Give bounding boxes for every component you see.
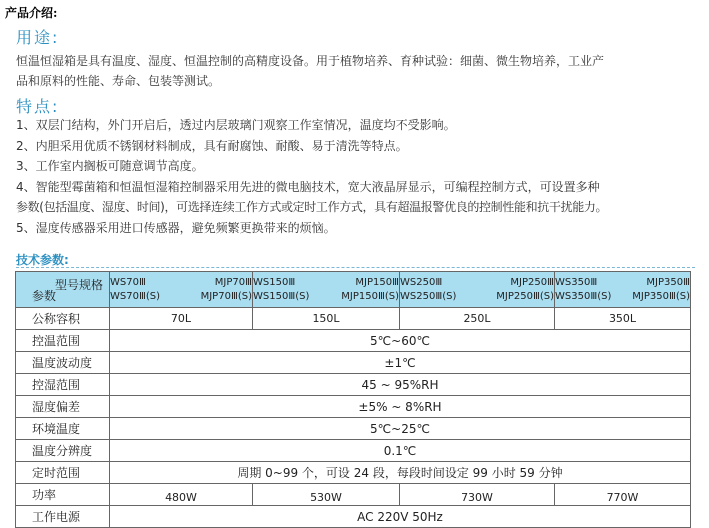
model-name: MJP150Ⅲ(S): [341, 290, 399, 302]
row-value: 70L: [110, 308, 253, 330]
row-value: 250L: [400, 308, 555, 330]
features-title: 特点:: [16, 97, 60, 116]
row-label: 控温范围: [16, 330, 110, 352]
model-name: WS150Ⅲ: [253, 276, 296, 288]
row-value: 350L: [555, 308, 691, 330]
model-cell: [400, 272, 555, 308]
row-label: 温度分辨度: [16, 440, 110, 462]
table-row: [16, 396, 691, 418]
table-row: [16, 418, 691, 440]
row-label: 湿度偏差: [16, 396, 110, 418]
feature-item: 4、智能型霉菌箱和恒温恒湿箱控制器采用先进的微电脑技术，宽大液晶屏显示，可编程控制方式，可设置多种: [16, 179, 600, 194]
model-name: WS150Ⅲ(S): [253, 290, 310, 302]
row-value: 150L: [253, 308, 400, 330]
model-name: MJP250Ⅲ(S): [496, 290, 554, 302]
table-row: [16, 374, 691, 396]
row-value: ±5% ~ 8%RH: [110, 396, 691, 418]
feature-item: 参数(包括温度、湿度、时间)，可选择连续工作方式或定时工作方式，具有超温报警优良的控制性能和抗干扰能力。: [16, 200, 608, 215]
tech-params-title: 技术参数:: [16, 253, 69, 267]
diagonal-header-cell: [16, 272, 110, 308]
model-name: WS250Ⅲ(S): [400, 290, 457, 302]
row-value: 45 ~ 95%RH: [110, 374, 691, 396]
model-name: MJP250Ⅲ: [510, 276, 554, 288]
table-row: [16, 352, 691, 374]
model-name: MJP150Ⅲ: [355, 276, 399, 288]
model-name: WS250Ⅲ: [400, 276, 443, 288]
table-row: [16, 462, 691, 484]
row-label: 温度波动度: [16, 352, 110, 374]
feature-item: 1、双层门结构，外门开启后，透过内层玻璃门观察工作室情况，温度均不受影响。: [16, 118, 456, 132]
row-label: 功率: [16, 484, 110, 506]
row-value: ±1℃: [110, 352, 691, 374]
row-label: 公称容积: [16, 308, 110, 330]
purpose-title: 用途:: [16, 28, 60, 47]
row-value: 0.1℃: [110, 440, 691, 462]
row-value: AC 220V 50Hz: [110, 506, 691, 528]
row-label: 控湿范围: [16, 374, 110, 396]
feature-item: 5、湿度传感器采用进口传感器，避免频繁更换带来的烦恼。: [16, 220, 336, 235]
feature-item: 2、内胆采用优质不锈钢材料制成，具有耐腐蚀、耐酸、易于清洗等特点。: [16, 138, 408, 153]
model-name: WS70Ⅲ(S): [110, 290, 161, 302]
model-cell: [110, 272, 253, 308]
row-value: 480W: [110, 484, 253, 506]
row-value: 周期 0~99 个，可设 24 段，每段时间设定 99 小时 59 分钟: [110, 462, 691, 484]
model-name: MJP70Ⅲ: [214, 276, 252, 288]
row-label: 定时范围: [16, 462, 110, 484]
model-cell: [555, 272, 691, 308]
model-name: WS350Ⅲ: [555, 276, 598, 288]
table-row: [16, 308, 691, 330]
purpose-line: 恒温恒湿箱是具有温度、湿度、恒温控制的高精度设备。用于植物培养、育种试验：细菌、微生物培养，工业产: [16, 54, 605, 68]
row-label: 工作电源: [16, 506, 110, 528]
model-name: WS70Ⅲ: [110, 276, 146, 288]
row-value: 770W: [555, 484, 691, 506]
table-row: [16, 440, 691, 462]
model-name: MJP350Ⅲ(S): [632, 290, 690, 302]
intro-heading: 产品介绍:: [5, 6, 58, 20]
spec-table: [15, 271, 691, 528]
row-label: 环境温度: [16, 418, 110, 440]
model-name: WS350Ⅲ(S): [555, 290, 612, 302]
title-divider: [16, 267, 695, 268]
table-row: [16, 506, 691, 528]
row-value: 530W: [253, 484, 400, 506]
model-name: MJP350Ⅲ: [646, 276, 690, 288]
table-header-row: [16, 272, 691, 308]
purpose-line: 品和原料的性能、寿命、包装等测试。: [16, 74, 221, 88]
row-value: 5℃~60℃: [110, 330, 691, 352]
table-row: [16, 484, 691, 506]
model-cell: [253, 272, 400, 308]
parameter-label: 参数: [32, 289, 57, 303]
features-list: [16, 115, 607, 239]
table-row: [16, 330, 691, 352]
row-value: 730W: [400, 484, 555, 506]
row-value: 5℃~25℃: [110, 418, 691, 440]
model-name: MJP70Ⅲ(S): [200, 290, 252, 302]
feature-item: 3、工作室内搁板可随意调节高度。: [16, 159, 204, 174]
purpose-text: [16, 51, 604, 91]
model-spec-label: 型号规格: [54, 278, 103, 292]
